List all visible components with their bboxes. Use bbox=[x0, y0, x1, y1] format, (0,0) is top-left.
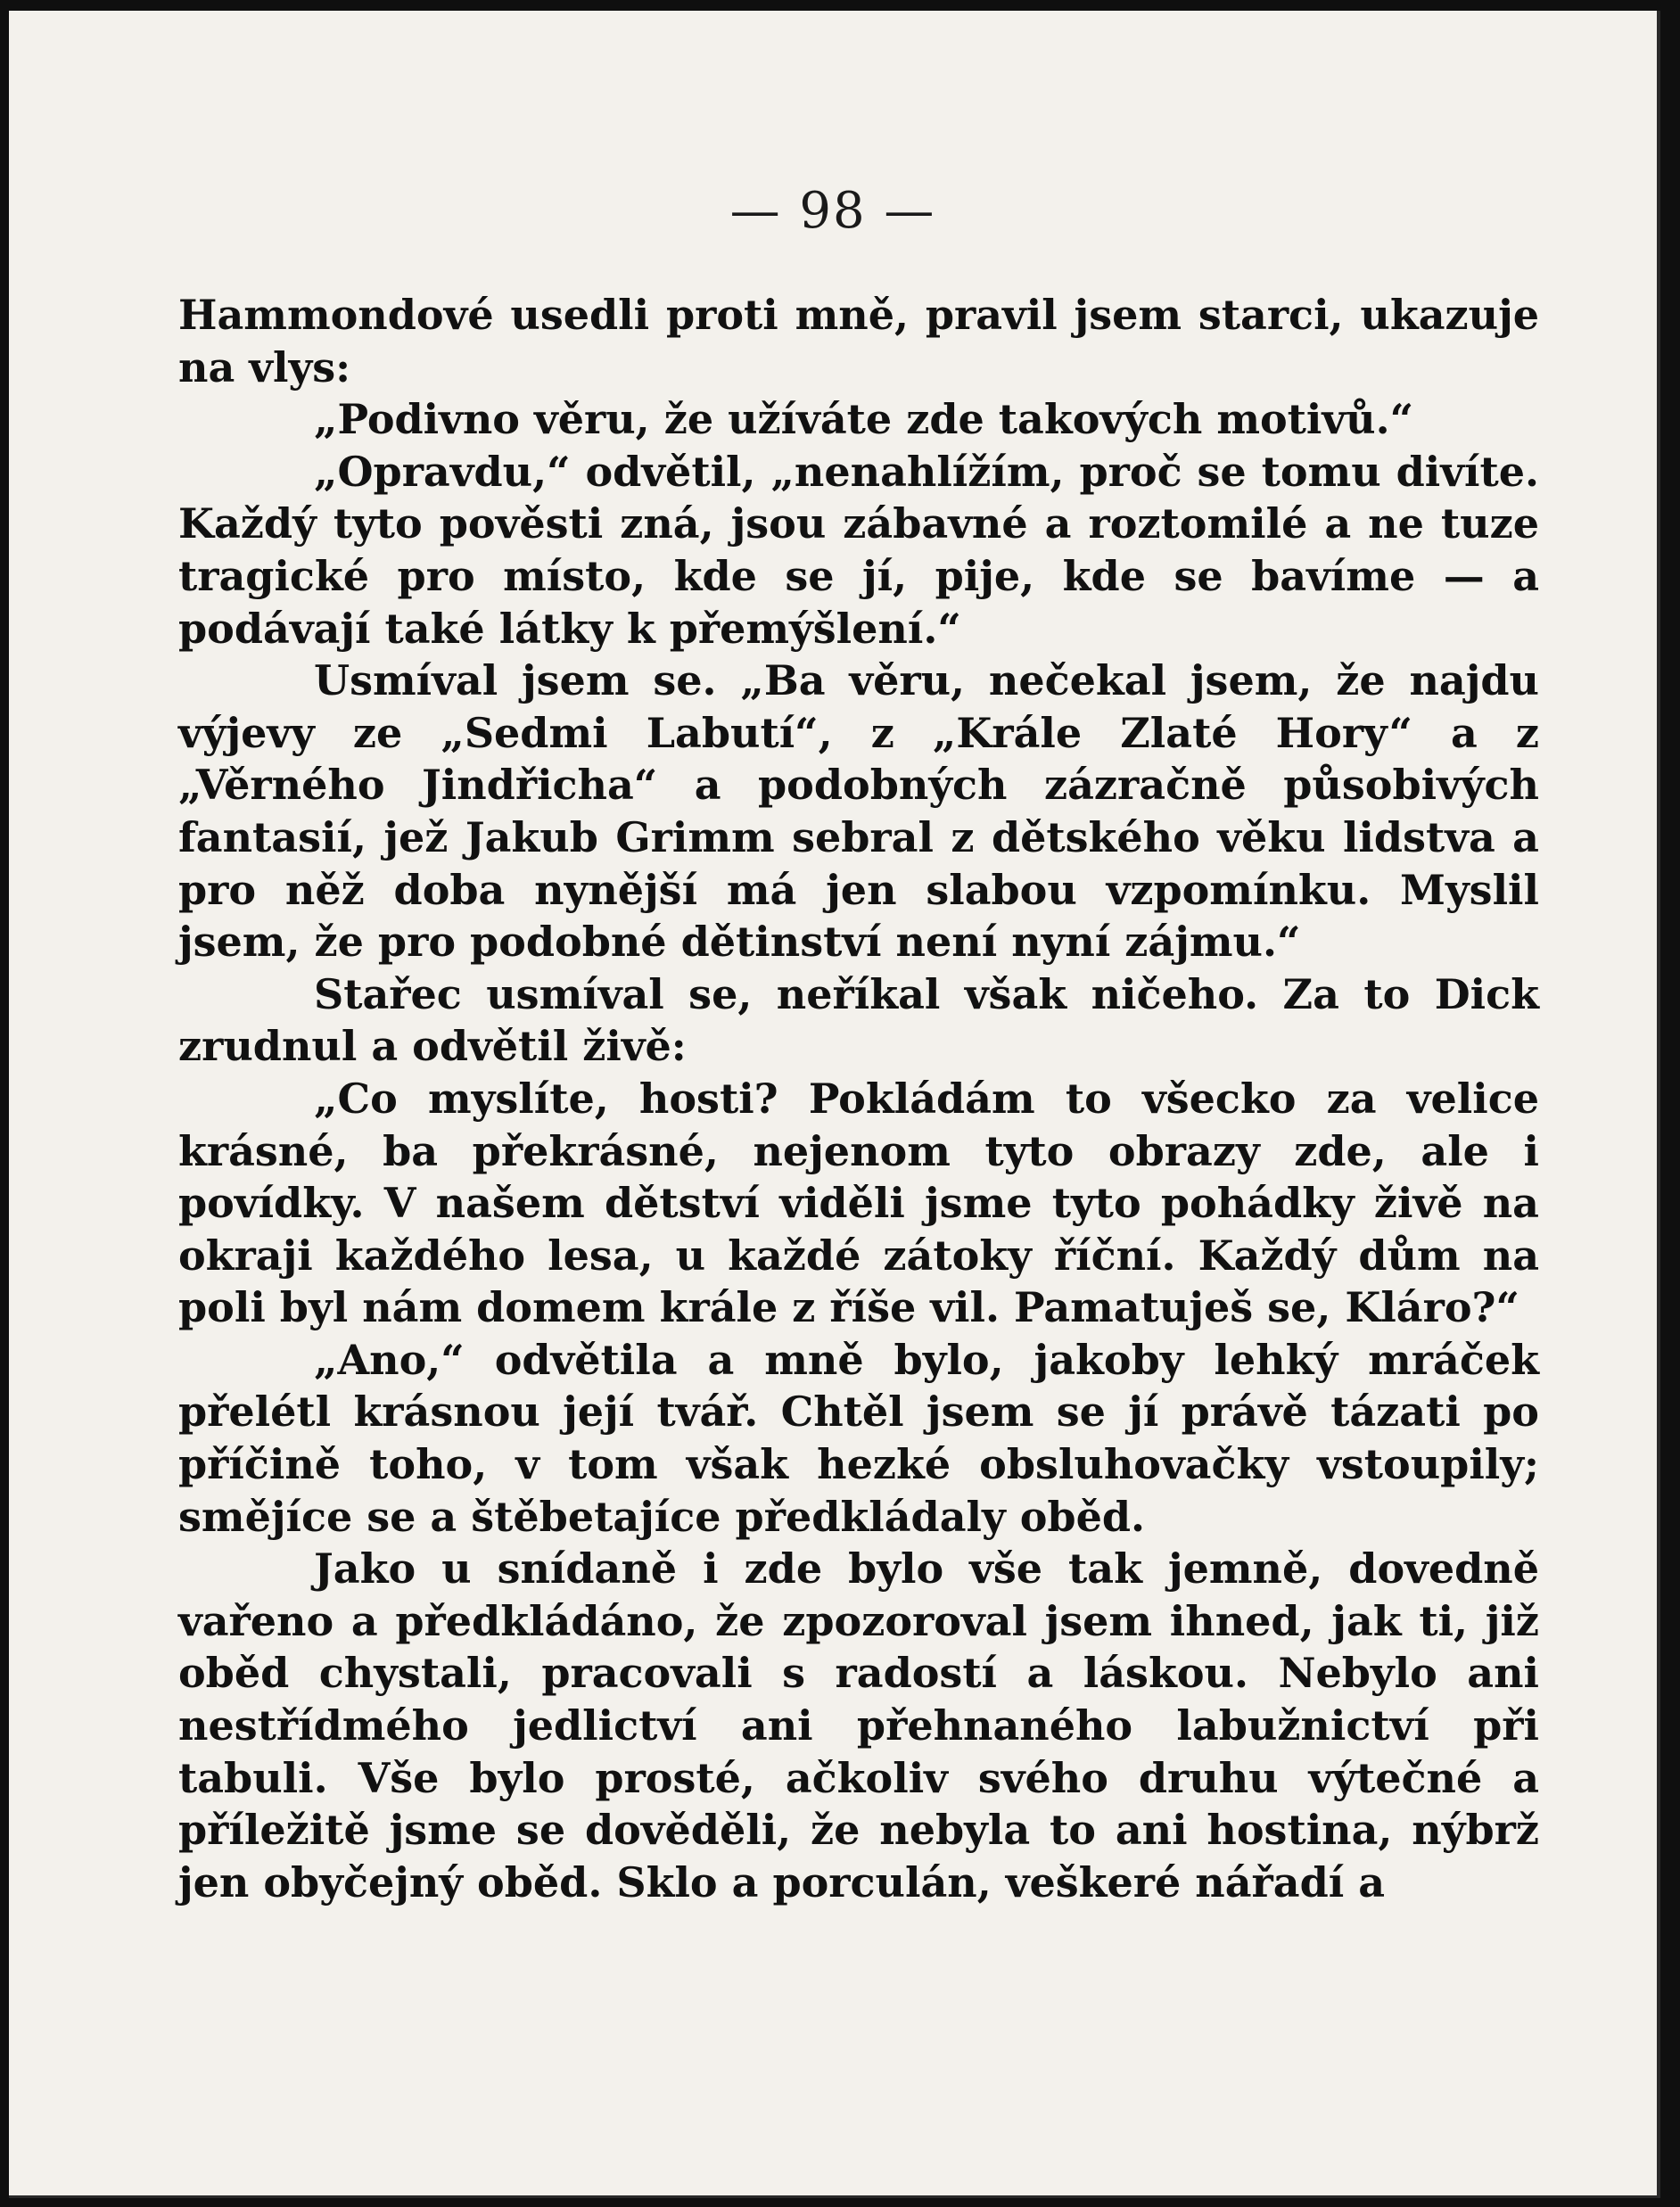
paragraph-8: Jako u snídaně i zde bylo vše tak jemně, dovedně vařeno a předkládáno, že zpozoroval jsem ihned, jak ti, již oběd chystali, pracovali s radostí a láskou. Nebylo ani nestřídmého jedlictví ani přehnaného labužnictví při tabuli. Vše bylo prosté, ačkoliv svého druhu výtečné a příležitě jsme se dověděli, že nebyla to ani hostina, nýbrž jen obyčejný oběd. Sklo a porculán, veškeré nářadí a bbox=[178, 1544, 1539, 1906]
paragraph-3: „Opravdu,“ odvětil, „nenahlížím, proč se tomu divíte. Každý tyto pověsti zná, jsou zábavné a roztomilé a ne tuze tragické pro místo, kde se jí, pije, kde se bavíme — a podávají také látky k přemýšlení.“ bbox=[178, 447, 1539, 653]
paragraph-1: Hammondové usedli proti mně, pravil jsem starci, ukazuje na vlys: bbox=[178, 291, 1539, 391]
body-text bbox=[178, 289, 1539, 1908]
paragraph-2: „Podivno věru, že užíváte zde takových motivů.“ bbox=[314, 395, 1414, 444]
paragraph-7: „Ano,“ odvětila a mně bylo, jakoby lehký mráček přelétl krásnou její tvář. Chtěl jsem se jí právě tázati po příčině toho, v tom však hezké obsluhovačky vstoupily; smějíce se a štěbetajíce předkládaly oběd. bbox=[178, 1335, 1539, 1541]
paragraph-6: „Co myslíte, hosti? Pokládám to všecko za velice krásné, ba překrásné, nejenom tyto obrazy zde, ale i povídky. V našem dětství viděli jsme tyto pohádky živě na okraji každého lesa, u každé zátoky říční. Každý dům na poli byl nám domem krále z říše vil. Pamatuješ se, Kláro?“ bbox=[178, 1074, 1539, 1332]
paragraph-4: Usmíval jsem se. „Ba věru, nečekal jsem, že najdu výjevy ze „Sedmi Labutí“, z „Krále Zlaté Hory“ a z „Věrného Jindřicha“ a podobných zázračně působivých fantasií, jež Jakub Grimm sebral z dětského věku lidstva a pro něž doba nynější má jen slabou vzpomínku. Myslil jsem, že pro podobné dětinství není nyní zájmu.“ bbox=[178, 656, 1539, 967]
paragraph-5: Stařec usmíval se, neříkal však ničeho. Za to Dick zrudnul a odvětil živě: bbox=[178, 969, 1539, 1071]
page-number: — 98 — bbox=[729, 182, 936, 240]
book-page bbox=[9, 11, 1660, 2198]
